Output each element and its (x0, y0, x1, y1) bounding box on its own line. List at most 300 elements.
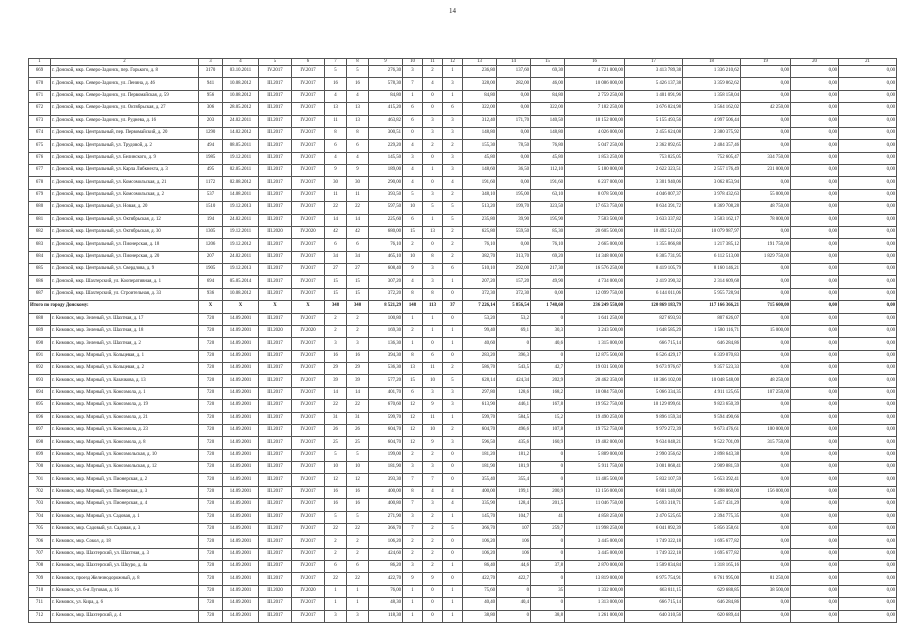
table-cell: 328,00 (463, 78, 497, 90)
table-cell: 1 (443, 561, 463, 573)
table-cell: 6 (325, 140, 347, 152)
table-cell: 39,90 (497, 214, 531, 226)
table-cell: 720 (199, 511, 223, 523)
address-cell: г. Кимовск, мкр. Мирный, ул. Казачкова, д. 13 (51, 375, 199, 387)
table-cell: 1 358 158,04 (683, 90, 741, 102)
table-cell: 3 (423, 189, 443, 201)
table-cell: 0 (443, 350, 463, 362)
table-row (29, 78, 897, 90)
table-row (29, 523, 897, 535)
table-cell: 0,00 (839, 449, 897, 461)
table-cell: 10 (423, 375, 443, 387)
table-row (29, 90, 897, 102)
table-cell: 3 (443, 152, 463, 164)
table-cell: 663 811,15 (625, 585, 683, 597)
table-cell: 7 (403, 499, 423, 511)
table-cell: 14.09.2001 (223, 573, 259, 585)
table-cell: 424,60 (369, 548, 403, 560)
table-cell: 400,00 (463, 486, 497, 498)
table-cell: 2 (325, 536, 347, 548)
table-cell: 0,00 (839, 127, 897, 139)
table-cell: 577,20 (369, 375, 403, 387)
table-cell: 9 (423, 400, 443, 412)
table-cell: 0,00 (839, 90, 897, 102)
table-cell: 0,00 (791, 437, 839, 449)
table-cell: 720 (199, 363, 223, 375)
table-cell: 8 (347, 127, 369, 139)
table-cell: 3170 (199, 66, 223, 78)
table-cell: 0,00 (839, 561, 897, 573)
table-cell: 0,00 (839, 165, 897, 177)
table-cell: IV.2017 (292, 511, 325, 523)
table-row (29, 214, 897, 226)
table-cell: 8 (325, 127, 347, 139)
total-cell: 5 856,54 (497, 301, 531, 313)
table-cell: IV.2017 (292, 363, 325, 375)
table-cell: 599,70 (369, 412, 403, 424)
table-cell: 494 (199, 140, 223, 152)
table-cell: 435,6 (497, 437, 531, 449)
table-cell: 10.08.2012 (223, 78, 259, 90)
table-cell: 5 (347, 449, 369, 461)
table-cell: 0,00 (839, 226, 897, 238)
table-cell: 169,30 (369, 325, 403, 337)
table-cell: 3 564 162,02 (683, 103, 741, 115)
table-cell: 1 695 677,82 (683, 536, 741, 548)
table-cell: 0,00 (791, 276, 839, 288)
table-cell: III.2020 (259, 226, 292, 238)
table-cell: IV.2017 (292, 523, 325, 535)
table-cell: 16 (347, 499, 369, 511)
table-cell: 1 (403, 338, 423, 350)
table-cell: IV.2020 (292, 226, 325, 238)
table-cell: 10 (423, 424, 443, 436)
table-cell: 0,00 (791, 264, 839, 276)
table-cell: 0,00 (741, 288, 791, 300)
table-cell: 8 (403, 486, 423, 498)
table-cell: 0,00 (791, 189, 839, 201)
table-cell: 400,00 (369, 486, 403, 498)
table-cell: 40,6 (531, 338, 565, 350)
table-cell: 16 (325, 499, 347, 511)
table-cell: 0,00 (791, 523, 839, 535)
table-cell: 2 (423, 66, 443, 78)
table-cell: 496,6 (497, 424, 531, 436)
table-cell: 0,00 (791, 375, 839, 387)
table-cell: 11 998 250,00 (565, 523, 625, 535)
table-cell: 666 715,14 (625, 338, 683, 350)
table-cell: IV.2017 (292, 338, 325, 350)
table-cell: 752 605,47 (683, 152, 741, 164)
address-cell: г. Кимовск, мкр. Мирный, ул. Комсомола, д. 19 (51, 400, 199, 412)
table-cell: 28.05.2012 (223, 103, 259, 115)
table-cell: 0,00 (839, 115, 897, 127)
table-cell: III.2017 (259, 536, 292, 548)
table-cell: 22 (347, 523, 369, 535)
table-cell: 1 (443, 338, 463, 350)
table-cell: 9 522 701,09 (683, 437, 741, 449)
table-cell: 0,00 (791, 499, 839, 511)
table-cell: 2 622 323,51 (625, 165, 683, 177)
table-cell: III.2017 (259, 276, 292, 288)
table-cell: 0 (423, 338, 443, 350)
table-cell: 15 (347, 288, 369, 300)
table-cell: 14.09.2001 (223, 424, 259, 436)
table-cell: 14.09.2001 (223, 449, 259, 461)
table-cell: 695 (29, 400, 51, 412)
table-cell: III.2017 (259, 400, 292, 412)
address-cell: г. Кимовск, мкр. Зеленый, ул. Шахтная, д. 18 (51, 325, 199, 337)
address-cell: г. Кимовск, ул. Кира, д. 6 (51, 598, 199, 610)
table-cell: 1 (443, 585, 463, 597)
table-cell: 14.09.2001 (223, 437, 259, 449)
table-cell: 53,2 (497, 313, 531, 325)
table-cell: 372,20 (369, 288, 403, 300)
table-cell: 290,00 (369, 177, 403, 189)
address-cell: г. Донской, мкр. Центральный, ул. Октябрьская, д. 12 (51, 214, 199, 226)
table-cell: 3 445 000,00 (565, 548, 625, 560)
table-cell: 3 (423, 276, 443, 288)
table-cell: 0,00 (741, 400, 791, 412)
table-cell: 13 (423, 226, 443, 238)
column-number: 14 (497, 59, 531, 66)
table-cell: 84,80 (463, 90, 497, 102)
total-cell: 8 521,29 (369, 301, 403, 313)
table-cell: 30 (347, 177, 369, 189)
table-cell: 3 (403, 462, 423, 474)
table-cell: 675 (29, 140, 51, 152)
table-cell: 3 445 000,00 (565, 536, 625, 548)
table-cell: 84,80 (369, 90, 403, 102)
table-cell: 76,10 (369, 239, 403, 251)
table-cell: 2 (347, 548, 369, 560)
table-cell: 670 (29, 78, 51, 90)
table-cell: 0,00 (791, 561, 839, 573)
table-cell: III.2020 (259, 585, 292, 597)
table-cell: 9 673 976,67 (625, 363, 683, 375)
table-cell: 415,20 (369, 103, 403, 115)
table-cell: 1 (347, 598, 369, 610)
table-cell: 3 (423, 127, 443, 139)
table-cell: 14.08.2011 (223, 189, 259, 201)
table-cell: 0,00 (839, 424, 897, 436)
table-cell: 6 (403, 214, 423, 226)
table-cell: 0,00 (791, 598, 839, 610)
table-cell: 687 (29, 288, 51, 300)
table-cell: 5 180 000,00 (565, 165, 625, 177)
table-cell: 720 (199, 561, 223, 573)
table-cell: 300,51 (369, 127, 403, 139)
table-cell: 0,00 (839, 585, 897, 597)
table-cell: 2 (403, 449, 423, 461)
table-cell: 0,00 (741, 610, 791, 623)
table-cell: 1 217 385,12 (683, 239, 741, 251)
table-cell: 4 (443, 177, 463, 189)
table-cell: 271,90 (369, 511, 403, 523)
table-cell: 0,00 (791, 226, 839, 238)
table-cell: 137,60 (497, 66, 531, 78)
table-cell: IV.2017 (292, 202, 325, 214)
table-cell: 14.09.2001 (223, 462, 259, 474)
table-cell: 63,10 (531, 189, 565, 201)
table-cell: 0,00 (791, 66, 839, 78)
table-cell: 0,00 (497, 127, 531, 139)
table-cell: 15 (347, 276, 369, 288)
table-cell: 0,00 (839, 598, 897, 610)
table-cell: 19.12.2012 (223, 239, 259, 251)
table-cell: 720 (199, 462, 223, 474)
table-cell: 2 870 000,00 (565, 561, 625, 573)
table-cell: 0,00 (791, 127, 839, 139)
table-cell: 5 426 137,38 (625, 78, 683, 90)
table-cell: 2 (347, 536, 369, 548)
table-cell: 16 (347, 486, 369, 498)
table-cell: 1206 (199, 239, 223, 251)
table-cell: 10 079 987,97 (683, 226, 741, 238)
table-row (29, 264, 897, 276)
address-cell: г. Кимовск, проезд Железнодорожный, д. 8 (51, 573, 199, 585)
table-cell: 14.09.2001 (223, 499, 259, 511)
column-number: 11 (423, 59, 443, 66)
table-cell: 424,34 (497, 375, 531, 387)
table-cell: 9 634 048,21 (625, 437, 683, 449)
table-row (29, 536, 897, 548)
total-cell: 37 (443, 301, 463, 313)
table-cell: 3 (403, 511, 423, 523)
table-cell: 2 (443, 239, 463, 251)
table-cell: 711 (29, 598, 51, 610)
column-number: 5 (259, 59, 292, 66)
table-cell: 11 (325, 115, 347, 127)
table-cell: IV.2017 (292, 437, 325, 449)
table-cell: 692 (29, 363, 51, 375)
table-cell: 0,00 (839, 338, 897, 350)
column-number: 7 (325, 59, 347, 66)
table-cell: 629 688,85 (683, 585, 741, 597)
table-cell: 1 (403, 610, 423, 623)
table-cell: 02.05.2011 (223, 165, 259, 177)
table-cell: 4 (325, 152, 347, 164)
table-cell: 38,80 (463, 610, 497, 623)
table-cell: 0,00 (791, 585, 839, 597)
table-cell: 2 470 525,65 (625, 511, 683, 523)
column-number: 19 (741, 59, 791, 66)
table-row (29, 313, 897, 325)
column-number: 8 (347, 59, 369, 66)
table-cell: 36,50 (497, 165, 531, 177)
table-cell: 401,70 (369, 387, 403, 399)
table-cell: 0,00 (741, 474, 791, 486)
table-cell: 1 641 250,00 (565, 313, 625, 325)
table-row (29, 152, 897, 164)
table-cell: 400,80 (369, 499, 403, 511)
table-cell: 0 (443, 449, 463, 461)
table-cell: 3 (443, 437, 463, 449)
table-cell: 13 (325, 103, 347, 115)
table-cell: 14.09.2001 (223, 375, 259, 387)
table-cell: 14.09.2001 (223, 585, 259, 597)
table-cell: 1 (403, 598, 423, 610)
table-cell: 720 (199, 412, 223, 424)
table-cell: III.2017 (259, 288, 292, 300)
table-cell: 1 580 116,71 (683, 325, 741, 337)
address-cell: г. Кимовск, мкр. Мирный, ул. Комсомола, д. 21 (51, 412, 199, 424)
table-cell: 104,7 (497, 511, 531, 523)
table-cell: 5 911 750,00 (565, 462, 625, 474)
table-cell: 335,90 (463, 499, 497, 511)
column-number: 6 (292, 59, 325, 66)
table-cell: 3 (443, 387, 463, 399)
table-cell: 10.08.2012 (223, 288, 259, 300)
table-cell: 10 (403, 202, 423, 214)
table-cell: 690 (29, 338, 51, 350)
table-cell: 5 (443, 523, 463, 535)
table-cell: 69,20 (531, 251, 565, 263)
table-cell: 3 243 500,00 (565, 325, 625, 337)
table-cell: 4 721 000,00 (565, 66, 625, 78)
address-cell: г. Кимовск, ул. 6-я Луговая, д. 16 (51, 585, 199, 597)
table-row (29, 499, 897, 511)
table-cell: 686 (29, 276, 51, 288)
table-cell: 6 (403, 115, 423, 127)
table-cell: 0,00 (741, 127, 791, 139)
table-cell: 34 (347, 251, 369, 263)
table-cell: 0 (497, 338, 531, 350)
table-cell: 0,00 (497, 177, 531, 189)
table-cell: 6 305 731,95 (625, 251, 683, 263)
table-cell: 2 (347, 325, 369, 337)
table-cell: 0,00 (741, 511, 791, 523)
table-row (29, 103, 897, 115)
table-cell: IV.2017 (292, 313, 325, 325)
table-cell: IV.2017 (292, 152, 325, 164)
table-cell: IV.2017 (292, 288, 325, 300)
table-cell: 225,60 (369, 214, 403, 226)
table-cell: 646 284,86 (683, 598, 741, 610)
table-cell: 366,70 (463, 523, 497, 535)
table-cell: 19.12.2011 (223, 226, 259, 238)
table-cell: 14.09.2001 (223, 598, 259, 610)
table-cell: 334 750,00 (741, 152, 791, 164)
table-cell: 684 (29, 251, 51, 263)
total-cell: 120 869 183,79 (625, 301, 683, 313)
total-cell: 715 600,00 (741, 301, 791, 313)
table-cell: 2 362 892,65 (625, 140, 683, 152)
table-cell: 202,9 (531, 375, 565, 387)
table-cell: 181,2 (497, 449, 531, 461)
table-cell: 670,60 (369, 400, 403, 412)
table-cell: 2 898 643,38 (683, 449, 741, 461)
table-cell: 2 (325, 548, 347, 560)
table-cell: 106 (497, 548, 531, 560)
table-cell: 207,20 (463, 276, 497, 288)
table-cell: 1 853 250,00 (565, 152, 625, 164)
table-header (29, 59, 897, 66)
address-cell: г. Кимовск, мкр. Шахтерский, ул. Шкуро, д. 4а (51, 561, 199, 573)
total-cell: X (199, 301, 223, 313)
table-cell: 42 250,00 (741, 103, 791, 115)
table-cell: 604,70 (369, 424, 403, 436)
table-cell: 8 (423, 288, 443, 300)
table-cell: 0,00 (839, 202, 897, 214)
table-cell: 0,00 (791, 511, 839, 523)
table-cell: 14.09.2001 (223, 511, 259, 523)
table-cell: 3 359 862,62 (683, 78, 741, 90)
table-cell: 13 (347, 115, 369, 127)
table-cell: 14 348 000,00 (565, 251, 625, 263)
table-cell: 1 (443, 598, 463, 610)
table-cell: 355,4 (497, 474, 531, 486)
table-cell: 706 (29, 536, 51, 548)
table-cell: 3 062 853,94 (683, 177, 741, 189)
table-cell: III.2017 (259, 338, 292, 350)
address-cell: г. Донской, мкр. Северо-Задонск, ул. Ленина, д. 46 (51, 78, 199, 90)
table-cell: III.2017 (259, 437, 292, 449)
column-number: 1 (29, 59, 51, 66)
table-cell: 4 026 000,00 (565, 127, 625, 139)
address-cell: г. Кимовск, мкр. Мирный, ул. Пионерская, д. 3 (51, 486, 199, 498)
address-cell: г. Кимовск, мкр. Мирный, ул. Комсомольская, д. 10 (51, 449, 199, 461)
table-cell: 586,70 (463, 363, 497, 375)
table-cell: 4 997 506,44 (683, 115, 741, 127)
table-row (29, 226, 897, 238)
table-cell: 11 (423, 412, 443, 424)
table-cell: III.2017 (259, 214, 292, 226)
table-cell: 3 (403, 561, 423, 573)
table-cell: 0,00 (839, 264, 897, 276)
table-cell: 2 (443, 363, 463, 375)
table-cell: 0,00 (791, 152, 839, 164)
table-cell: 48 250,00 (741, 375, 791, 387)
table-cell: IV.2017 (292, 375, 325, 387)
table-cell: 40,4 (497, 598, 531, 610)
table-cell: IV.2017 (292, 474, 325, 486)
table-cell: 3 (443, 115, 463, 127)
table-cell: 10 (325, 462, 347, 474)
table-row (29, 350, 897, 362)
table-cell: 11 485 500,00 (565, 474, 625, 486)
table-cell: 25 (325, 437, 347, 449)
table-cell: 2 (423, 536, 443, 548)
table-cell: 168,2 (531, 387, 565, 399)
table-cell: 75,60 (463, 585, 497, 597)
table-cell: IV.2020 (292, 325, 325, 337)
table-cell: 322,00 (463, 103, 497, 115)
total-cell: 7 226,14 (463, 301, 497, 313)
table-cell: 0,00 (741, 449, 791, 461)
table-cell: 0 (423, 152, 443, 164)
table-cell: 3 (325, 338, 347, 350)
table-cell: 6 601 140,00 (625, 486, 683, 498)
table-cell: IV.2017 (292, 350, 325, 362)
table-cell: 24.02.2011 (223, 115, 259, 127)
table-cell: 5 (347, 511, 369, 523)
table-cell: 0,00 (791, 536, 839, 548)
table-cell: 10 129 099,61 (625, 400, 683, 412)
table-cell: III.2017 (259, 251, 292, 263)
table-row (29, 325, 897, 337)
table-cell: 0,00 (839, 239, 897, 251)
table-cell: III.2017 (259, 375, 292, 387)
table-cell: 24.02.2011 (223, 214, 259, 226)
table-cell: 676 (29, 152, 51, 164)
table-cell: 12 (347, 474, 369, 486)
table-cell: 5 (347, 66, 369, 78)
total-cell: 113 (423, 301, 443, 313)
table-cell: 155,30 (463, 140, 497, 152)
table-cell: 0,00 (791, 177, 839, 189)
table-cell: 22 (347, 573, 369, 585)
